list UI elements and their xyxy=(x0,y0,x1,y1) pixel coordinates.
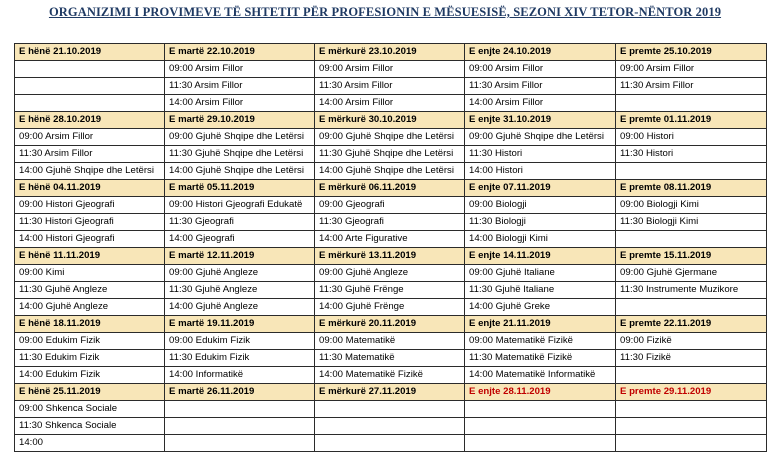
day-header-cell: E mërkurë 06.11.2019 xyxy=(315,180,465,197)
day-header-cell: E martë 12.11.2019 xyxy=(165,248,315,265)
week-header-row xyxy=(15,248,767,265)
exam-slot-cell: 14:00 Gjuhë Frënge xyxy=(315,299,465,316)
exam-slot-cell xyxy=(15,78,165,95)
exam-slot-cell: 09:00 Arsim Fillor xyxy=(165,61,315,78)
day-header-cell: E premte 08.11.2019 xyxy=(616,180,767,197)
exam-slot-cell: 14:00 Gjuhë Angleze xyxy=(165,299,315,316)
day-header-cell: E enjte 21.11.2019 xyxy=(465,316,616,333)
exam-slot-cell: 09:00 Histori Gjeografi xyxy=(15,197,165,214)
exam-slot-cell xyxy=(15,95,165,112)
exam-slot-cell: 09:00 Matematikë xyxy=(315,333,465,350)
exam-slot-cell: 09:00 Gjuhë Shqipe dhe Letërsi xyxy=(165,129,315,146)
exam-slot-cell: 11:30 Shkenca Sociale xyxy=(15,418,165,435)
exam-slot-cell: 14:00 Informatikë xyxy=(165,367,315,384)
exam-slot-cell: 14:00 Matematikë Informatikë xyxy=(465,367,616,384)
exam-slot-cell: 09:00 Kimi xyxy=(15,265,165,282)
week-header-row xyxy=(15,44,767,61)
exam-slot-cell xyxy=(616,95,767,112)
day-header-cell: E martë 26.11.2019 xyxy=(165,384,315,401)
exam-slot-cell: 11:30 Gjuhë Shqipe dhe Letërsi xyxy=(165,146,315,163)
exam-slot-cell: 11:30 Arsim Fillor xyxy=(315,78,465,95)
schedule-row xyxy=(15,163,767,180)
exam-slot-cell: 09:00 Gjuhë Italiane xyxy=(465,265,616,282)
exam-slot-cell: 14:00 Biologji Kimi xyxy=(465,231,616,248)
day-header-cell: E hënë 18.11.2019 xyxy=(15,316,165,333)
exam-slot-cell: 14:00 Gjuhë Angleze xyxy=(15,299,165,316)
schedule-row xyxy=(15,333,767,350)
day-header-cell: E martë 22.10.2019 xyxy=(165,44,315,61)
exam-slot-cell: 09:00 Gjeografi xyxy=(315,197,465,214)
day-header-cell: E premte 22.11.2019 xyxy=(616,316,767,333)
day-header-cell: E martë 05.11.2019 xyxy=(165,180,315,197)
day-header-cell: E hënë 28.10.2019 xyxy=(15,112,165,129)
exam-slot-cell: 09:00 Arsim Fillor xyxy=(465,61,616,78)
exam-slot-cell xyxy=(315,418,465,435)
schedule-row xyxy=(15,231,767,248)
day-header-cell: E premte 25.10.2019 xyxy=(616,44,767,61)
exam-slot-cell: 09:00 Gjuhë Shqipe dhe Letërsi xyxy=(465,129,616,146)
exam-slot-cell: 14:00 Edukim Fizik xyxy=(15,367,165,384)
exam-slot-cell xyxy=(616,163,767,180)
exam-slot-cell xyxy=(465,401,616,418)
exam-slot-cell: 09:00 Gjuhë Angleze xyxy=(315,265,465,282)
exam-slot-cell: 11:30 Instrumente Muzikore xyxy=(616,282,767,299)
day-header-cell: E premte 15.11.2019 xyxy=(616,248,767,265)
day-header-cell: E martë 29.10.2019 xyxy=(165,112,315,129)
exam-slot-cell: 09:00 Shkenca Sociale xyxy=(15,401,165,418)
exam-slot-cell: 09:00 Gjuhë Gjermane xyxy=(616,265,767,282)
schedule-row xyxy=(15,367,767,384)
day-header-cell: E mërkurë 27.11.2019 xyxy=(315,384,465,401)
exam-slot-cell: 11:30 Arsim Fillor xyxy=(465,78,616,95)
exam-slot-cell: 14:00 Arsim Fillor xyxy=(165,95,315,112)
exam-slot-cell: 09:00 Edukim Fizik xyxy=(165,333,315,350)
exam-schedule-table xyxy=(14,43,767,452)
day-header-cell: E hënë 04.11.2019 xyxy=(15,180,165,197)
exam-slot-cell: 11:30 Gjuhë Angleze xyxy=(165,282,315,299)
exam-slot-cell: 09:00 Arsim Fillor xyxy=(15,129,165,146)
day-header-cell: E enjte 24.10.2019 xyxy=(465,44,616,61)
exam-slot-cell: 11:30 Gjeografi xyxy=(165,214,315,231)
schedule-row xyxy=(15,401,767,418)
exam-slot-cell: 11:30 Edukim Fizik xyxy=(15,350,165,367)
exam-slot-cell xyxy=(616,401,767,418)
exam-slot-cell: 09:00 Edukim Fizik xyxy=(15,333,165,350)
exam-slot-cell: 11:30 Matematikë Fizikë xyxy=(465,350,616,367)
day-header-cell: E martë 19.11.2019 xyxy=(165,316,315,333)
day-header-cell: E mërkurë 23.10.2019 xyxy=(315,44,465,61)
exam-slot-cell: 14:00 Arsim Fillor xyxy=(315,95,465,112)
exam-slot-cell: 11:30 Gjuhë Italiane xyxy=(465,282,616,299)
exam-slot-cell: 14:00 Histori xyxy=(465,163,616,180)
day-header-cell: E premte 29.11.2019 xyxy=(616,384,767,401)
exam-slot-cell: 11:30 Arsim Fillor xyxy=(616,78,767,95)
schedule-row xyxy=(15,435,767,452)
schedule-row xyxy=(15,418,767,435)
schedule-row xyxy=(15,95,767,112)
schedule-row xyxy=(15,197,767,214)
schedule-row xyxy=(15,129,767,146)
exam-slot-cell: 09:00 Matematikë Fizikë xyxy=(465,333,616,350)
exam-slot-cell: 11:30 Gjeografi xyxy=(315,214,465,231)
exam-slot-cell xyxy=(616,299,767,316)
exam-slot-cell: 11:30 Edukim Fizik xyxy=(165,350,315,367)
exam-slot-cell: 09:00 Gjuhë Shqipe dhe Letërsi xyxy=(315,129,465,146)
exam-slot-cell: 14:00 Gjeografi xyxy=(165,231,315,248)
day-header-cell: E mërkurë 20.11.2019 xyxy=(315,316,465,333)
schedule-row xyxy=(15,61,767,78)
exam-slot-cell: 09:00 Fizikë xyxy=(616,333,767,350)
week-header-row xyxy=(15,316,767,333)
schedule-row xyxy=(15,78,767,95)
day-header-cell: E enjte 14.11.2019 xyxy=(465,248,616,265)
schedule-row xyxy=(15,299,767,316)
day-header-cell: E hënë 25.11.2019 xyxy=(15,384,165,401)
exam-slot-cell: 11:30 Biologji Kimi xyxy=(616,214,767,231)
exam-slot-cell: 09:00 Biologji xyxy=(465,197,616,214)
schedule-row xyxy=(15,146,767,163)
exam-slot-cell: 11:30 Matematikë xyxy=(315,350,465,367)
exam-slot-cell: 09:00 Histori xyxy=(616,129,767,146)
exam-slot-cell xyxy=(616,231,767,248)
exam-slot-cell xyxy=(616,367,767,384)
exam-slot-cell: 09:00 Arsim Fillor xyxy=(616,61,767,78)
exam-slot-cell: 11:30 Histori xyxy=(616,146,767,163)
exam-slot-cell: 11:30 Gjuhë Shqipe dhe Letërsi xyxy=(315,146,465,163)
exam-slot-cell xyxy=(616,418,767,435)
week-header-row xyxy=(15,112,767,129)
day-header-cell: E premte 01.11.2019 xyxy=(616,112,767,129)
exam-slot-cell xyxy=(165,401,315,418)
exam-slot-cell: 09:00 Arsim Fillor xyxy=(315,61,465,78)
exam-slot-cell xyxy=(315,401,465,418)
week-header-row xyxy=(15,384,767,401)
day-header-cell: E mërkurë 30.10.2019 xyxy=(315,112,465,129)
exam-slot-cell: 09:00 Histori Gjeografi Edukatë xyxy=(165,197,315,214)
schedule-row xyxy=(15,282,767,299)
exam-slot-cell: 14:00 Matematikë Fizikë xyxy=(315,367,465,384)
exam-slot-cell: 11:30 Arsim Fillor xyxy=(165,78,315,95)
day-header-cell: E enjte 31.10.2019 xyxy=(465,112,616,129)
day-header-cell: E hënë 21.10.2019 xyxy=(15,44,165,61)
exam-slot-cell: 14:00 Gjuhë Shqipe dhe Letërsi xyxy=(165,163,315,180)
exam-slot-cell: 14:00 Arte Figurative xyxy=(315,231,465,248)
exam-slot-cell: 11:30 Fizikë xyxy=(616,350,767,367)
day-header-cell: E hënë 11.11.2019 xyxy=(15,248,165,265)
day-header-cell: E enjte 07.11.2019 xyxy=(465,180,616,197)
exam-slot-cell xyxy=(165,435,315,452)
exam-slot-cell: 11:30 Arsim Fillor xyxy=(15,146,165,163)
exam-slot-cell: 09:00 Gjuhë Angleze xyxy=(165,265,315,282)
exam-slot-cell: 11:30 Biologji xyxy=(465,214,616,231)
exam-slot-cell xyxy=(15,61,165,78)
exam-slot-cell xyxy=(465,418,616,435)
exam-slot-cell: 14:00 Gjuhë Shqipe dhe Letërsi xyxy=(15,163,165,180)
exam-slot-cell xyxy=(465,435,616,452)
week-header-row xyxy=(15,180,767,197)
exam-slot-cell: 11:30 Histori xyxy=(465,146,616,163)
schedule-row xyxy=(15,350,767,367)
exam-slot-cell: 14:00 Histori Gjeografi xyxy=(15,231,165,248)
exam-slot-cell: 14:00 xyxy=(15,435,165,452)
exam-slot-cell xyxy=(616,435,767,452)
day-header-cell: E mërkurë 13.11.2019 xyxy=(315,248,465,265)
exam-slot-cell: 11:30 Histori Gjeografi xyxy=(15,214,165,231)
exam-slot-cell: 11:30 Gjuhë Angleze xyxy=(15,282,165,299)
schedule-row xyxy=(15,265,767,282)
exam-slot-cell: 09:00 Biologji Kimi xyxy=(616,197,767,214)
schedule-row xyxy=(15,214,767,231)
exam-slot-cell xyxy=(165,418,315,435)
exam-slot-cell: 14:00 Gjuhë Shqipe dhe Letërsi xyxy=(315,163,465,180)
exam-slot-cell: 14:00 Gjuhë Greke xyxy=(465,299,616,316)
exam-slot-cell: 14:00 Arsim Fillor xyxy=(465,95,616,112)
exam-slot-cell: 11:30 Gjuhë Frënge xyxy=(315,282,465,299)
day-header-cell: E enjte 28.11.2019 xyxy=(465,384,616,401)
exam-slot-cell xyxy=(315,435,465,452)
page-title: ORGANIZIMI I PROVIMEVE TË SHTETIT PËR PROFESIONIN E MËSUESISË, SEZONI XIV TETOR-NËNTOR 2019 xyxy=(48,5,722,19)
